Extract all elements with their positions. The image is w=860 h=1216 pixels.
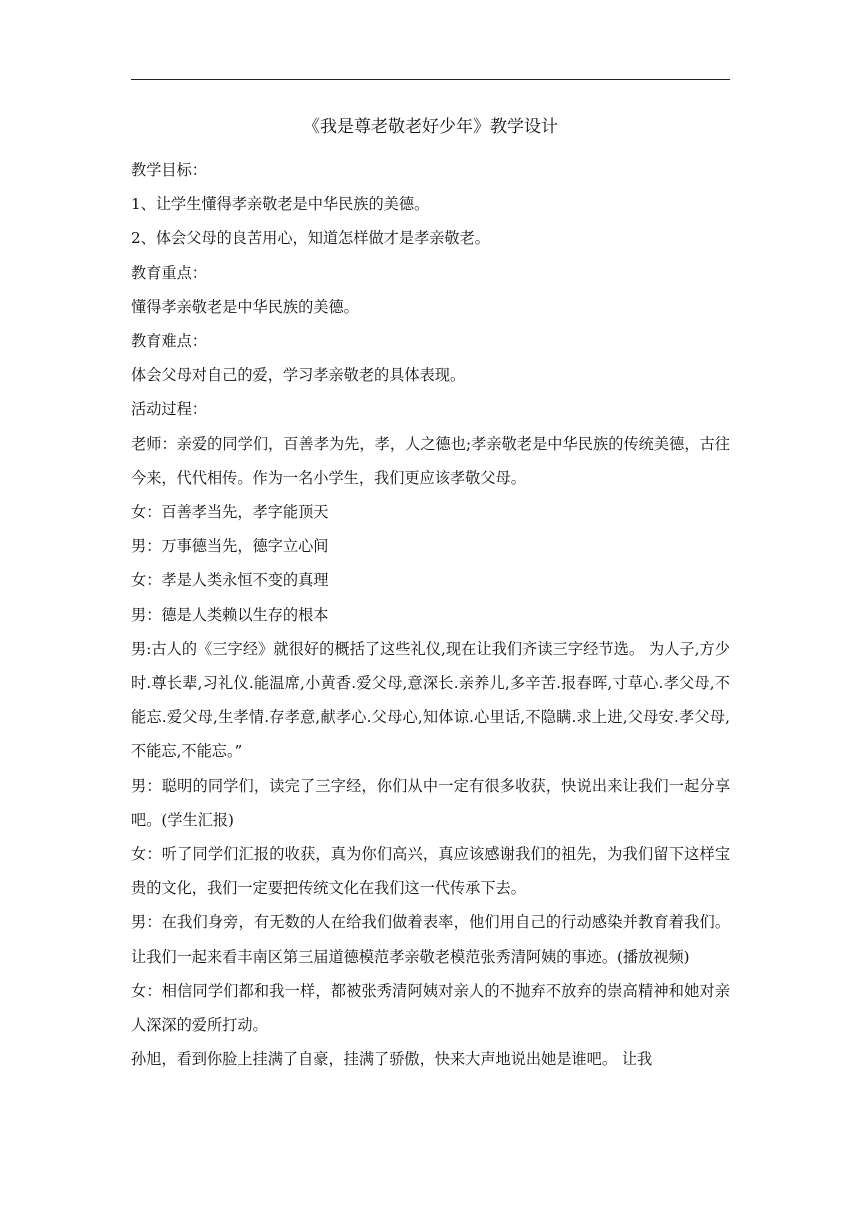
dialogue-paragraph: 女：相信同学们都和我一样，都被张秀清阿姨对亲人的不抛弃不放弃的崇高精神和她对亲人深深的爱所打动。: [131, 981, 730, 1035]
dialogue-paragraph: 男：在我们身旁，有无数的人在给我们做着表率，他们用自己的行动感染并教育着我们。让我们一起来看丰南区第三届道德模范孝亲敬老模范张秀清阿姨的事迹。(播放视频): [131, 913, 730, 966]
key-points-text: 懂得孝亲敬老是中华民族的美德。: [131, 297, 359, 316]
document-title: 《我是尊老敬老好少年》教学设计: [303, 117, 558, 137]
dialogue-paragraph: 男：聪明的同学们，读完了三字经，你们从中一定有很多收获，快说出来让我们一起分享吧。(学生汇报): [131, 776, 730, 829]
section-heading-difficulties: 教育难点：: [131, 332, 207, 351]
dialogue-paragraph: 女：孝是人类永恒不变的真理: [131, 571, 329, 590]
document-body: [131, 153, 730, 1076]
dialogue-paragraph: 女：百善孝当先，孝字能顶天: [131, 503, 329, 522]
header-rule: [131, 79, 730, 80]
dialogue-paragraph: 孙旭，看到你脸上挂满了自豪，挂满了骄傲，快来大声地说出她是谁吧。 让我: [131, 1050, 653, 1069]
dialogue-paragraph: 女：听了同学们汇报的收获，真为你们高兴，真应该感谢我们的祖先，为我们留下这样宝贵的文化，我们一定要把传统文化在我们这一代传承下去。: [131, 845, 730, 898]
dialogue-paragraph: 男：德是人类赖以生存的根本: [131, 605, 329, 624]
section-heading-key-points: 教育重点：: [131, 263, 207, 282]
objective-item-1: 1、让学生懂得孝亲敬老是中华民族的美德。: [131, 195, 430, 214]
dialogue-paragraph: 老师：亲爱的同学们，百善孝为先，孝，人之德也;孝亲敬老是中华民族的传统美德，古往今来，代代相传。作为一名小学生，我们更应该孝敬父母。: [131, 434, 730, 487]
dialogue-paragraph: 男：万事德当先，德字立心间: [131, 537, 329, 556]
objective-item-2: 2、体会父母的良苦用心，知道怎样做才是孝亲敬老。: [131, 229, 490, 248]
difficulties-text: 体会父母对自己的爱，学习孝亲敬老的具体表现。: [131, 366, 466, 385]
section-heading-process: 活动过程：: [131, 400, 207, 419]
dialogue-paragraph: 男:古人的《三字经》就很好的概括了这些礼仪,现在让我们齐读三字经节选。 为人子,方少时.尊长辈,习礼仪.能温席,小黄香.爱父母,意深长.亲养儿,多辛苦.报春晖,寸草心.孝父母,不能忘.爱父母,生孝情.存孝意,献孝心.父母心,知体谅.心里话,不隐瞒.求上进,父母安.孝父母,不能忘,不能忘。”: [131, 639, 730, 761]
section-heading-objectives: 教学目标：: [131, 161, 207, 179]
